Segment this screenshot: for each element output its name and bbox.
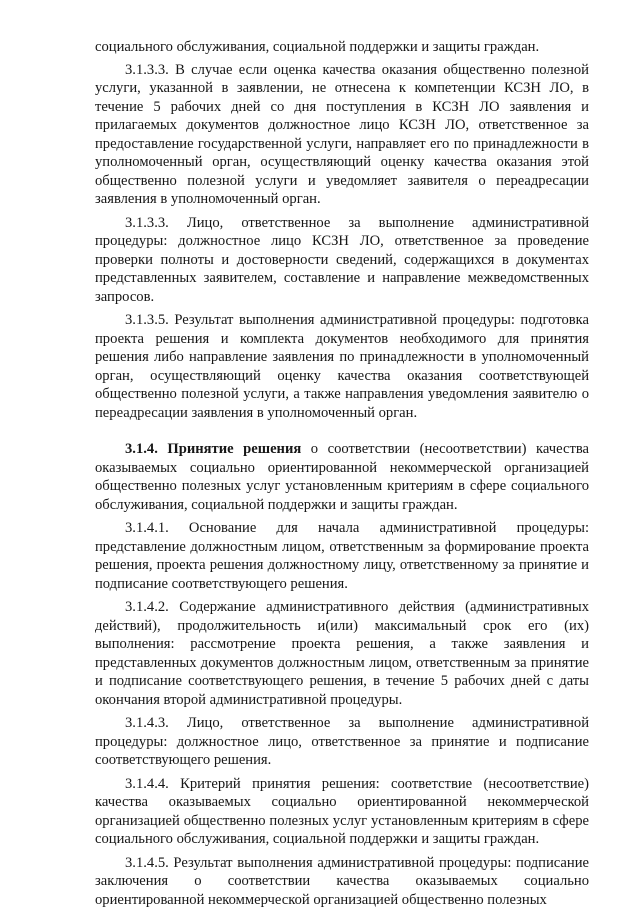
- document-page: [95, 38, 589, 909]
- paragraph-3-1-4-3-responsible: 3.1.4.3. Лицо, ответственное за выполнение административной процедуры: должностное лицо, ответственное за принятие и подписание соответствующего решения.: [95, 714, 589, 770]
- paragraph-3-1-3-3-redirect: 3.1.3.3. В случае если оценка качества оказания общественно полезной услуги, указанной в заявлении, не отнесена к компетенции КСЗН ЛО, в течение 5 рабочих дней со дня поступления в КСЗН ЛО заявления и прилагаемых документов должностное лицо КСЗН ЛО, ответственное за предоставление государственной услуги, направляет его по принадлежности в уполномоченный орган, осуществляющий оценку качества оказания этой общественно полезной услуги и уведомляет заявителя о переадресации заявления в уполномоченный орган.: [95, 61, 589, 209]
- paragraph-continuation: социального обслуживания, социальной поддержки и защиты граждан.: [95, 38, 589, 57]
- paragraph-3-1-4-1-basis: 3.1.4.1. Основание для начала административной процедуры: представление должностным лицом, ответственным за формирование проекта решения, проекта решения должностному лицу, ответственному за принятие и подписание соответствующего решения.: [95, 519, 589, 593]
- paragraph-3-1-3-3-responsible: 3.1.3.3. Лицо, ответственное за выполнение административной процедуры: должностное лицо КСЗН ЛО, ответственное за проведение проверки полноты и достоверности сведений, содержащихся в документах представленных заявителем, составление и направление межведомственных запросов.: [95, 214, 589, 307]
- paragraph-3-1-4-4-criterion: 3.1.4.4. Критерий принятия решения: соответствие (несоответствие) качества оказываемых социально ориентированной некоммерческой организацией общественно полезных услуг установленным критериям в сфере социального обслуживания, социальной поддержки и защиты граждан.: [95, 775, 589, 849]
- paragraph-3-1-3-5-result: 3.1.3.5. Результат выполнения административной процедуры: подготовка проекта решения и комплекта документов необходимого для принятия решения либо направление заявления по принадлежности в уполномоченный орган, осуществляющий оценку качества оказания соответствующей общественно полезной услуги, а также направления уведомления заявителю о переадресации заявления в уполномоченный орган.: [95, 311, 589, 422]
- paragraph-3-1-4-2-content: 3.1.4.2. Содержание административного действия (административных действий), продолжительность и(или) максимальный срок его (их) выполнения: рассмотрение проекта решения, а также заявления и представленных документов должностным лицом, ответственным за принятие и подписание соответствующего решения, в течение 5 рабочих дней с даты окончания второй административной процедуры.: [95, 598, 589, 709]
- paragraph-3-1-4-decision: [95, 440, 589, 514]
- section-heading-3-1-4: 3.1.4. Принятие решения: [125, 441, 301, 457]
- paragraph-3-1-4-5-result: 3.1.4.5. Результат выполнения административной процедуры: подписание заключения о соответствии качества оказываемых социально ориентированной некоммерческой организацией общественно полезных: [95, 854, 589, 909]
- section-heading-3-1-4-text: о соответствии (несоответствии) качества оказываемых социально ориентированной некоммерческой организацией общественно полезных услуг установленным критериям в сфере социального обслуживания, социальной поддержки и защиты граждан.: [95, 441, 589, 513]
